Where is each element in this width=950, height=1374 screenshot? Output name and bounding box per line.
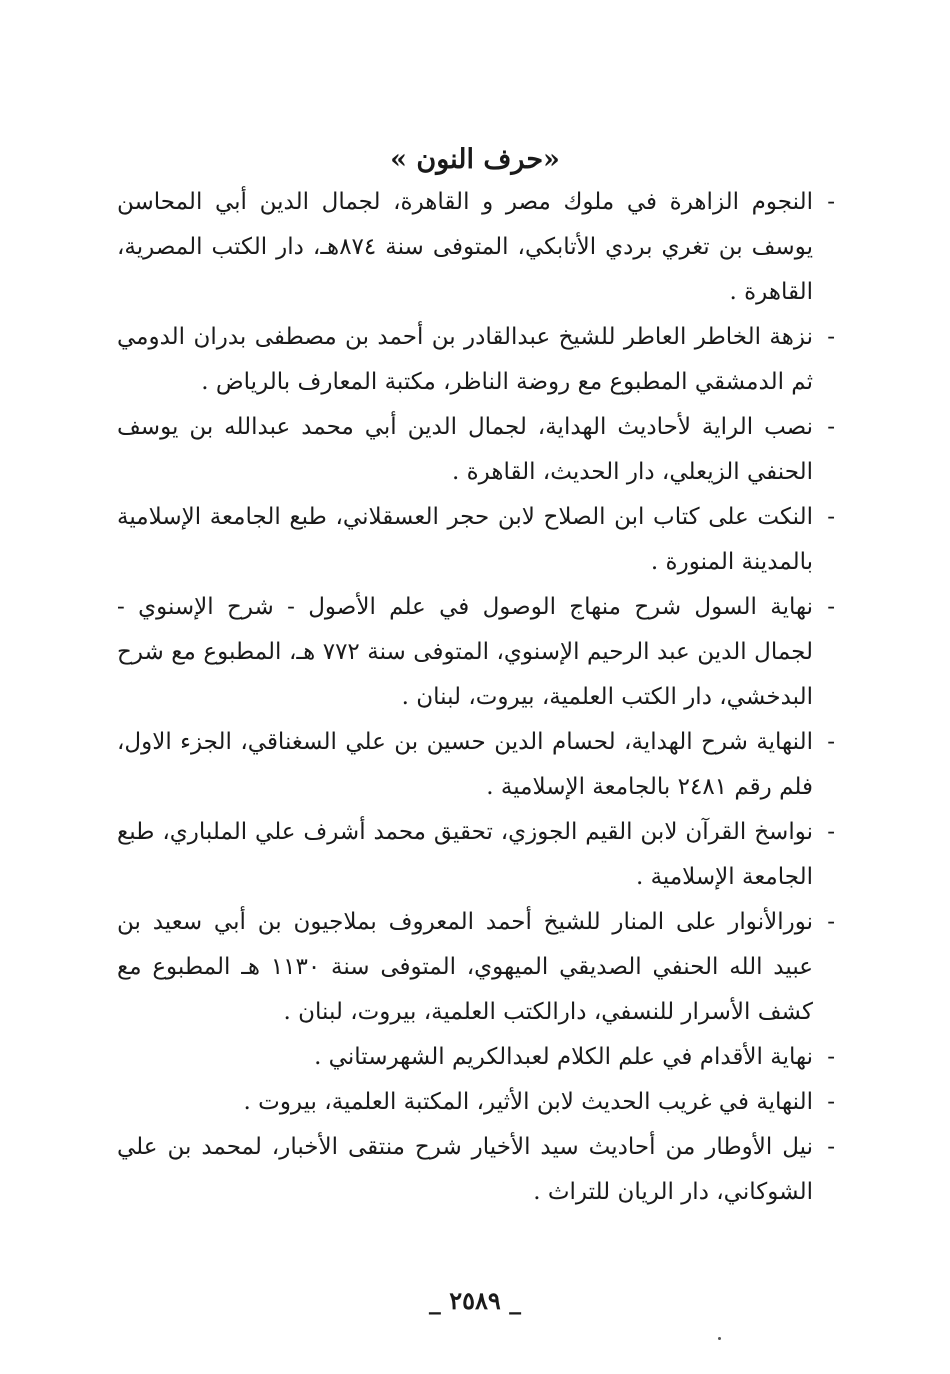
entry-bullet: -: [827, 909, 835, 935]
bibliography-entry: [117, 1035, 835, 1080]
entry-bullet: -: [827, 1089, 835, 1115]
entry-bullet: -: [827, 1134, 835, 1160]
bibliography-entry: [117, 1080, 835, 1125]
bibliography-entry: [117, 720, 835, 810]
bibliography-entry: [117, 585, 835, 720]
bibliography-list: [117, 180, 835, 1215]
entry-bullet: -: [827, 729, 835, 755]
entry-text: النهاية في غريب الحديث لابن الأثير، المكتبة العلمية، بيروت .: [243, 1089, 813, 1115]
entry-bullet: -: [827, 594, 835, 620]
section-heading: «حرف النون »: [390, 144, 560, 175]
scan-speck: [718, 1337, 721, 1340]
page-number: _ ٢٥٨٩ _: [428, 1286, 522, 1315]
bibliography-entry: [117, 1125, 835, 1215]
entry-text: النهاية شرح الهداية، لحسام الدين حسين بن علي السغناقي، الجزء الاول، فلم رقم ٢٤٨١ بالجامعة الإسلامية .: [117, 729, 813, 800]
entry-bullet: -: [827, 1044, 835, 1070]
entry-text: النجوم الزاهرة في ملوك مصر و القاهرة، لجمال الدين أبي المحاسن يوسف بن تغري بردي الأتابكي، المتوفى سنة ٨٧٤هـ، دار الكتب المصرية، القاهرة .: [117, 189, 813, 305]
bibliography-entry: [117, 405, 835, 495]
entry-bullet: -: [827, 504, 835, 530]
entry-text: نواسخ القرآن لابن القيم الجوزي، تحقيق محمد أشرف علي الملباري، طبع الجامعة الإسلامية .: [117, 819, 813, 890]
entry-text: نيل الأوطار من أحاديث سيد الأخيار شرح منتقى الأخبار، لمحمد بن علي الشوكاني، دار الريان للتراث .: [117, 1134, 813, 1205]
entry-bullet: -: [827, 189, 835, 215]
entry-text: النكت على كتاب ابن الصلاح لابن حجر العسقلاني، طبع الجامعة الإسلامية بالمدينة المنورة .: [117, 504, 813, 575]
bibliography-entry: [117, 810, 835, 900]
entry-bullet: -: [827, 414, 835, 440]
entry-bullet: -: [827, 324, 835, 350]
entry-text: نصب الراية لأحاديث الهداية، لجمال الدين أبي محمد عبدالله بن يوسف الحنفي الزيعلي، دار الحديث، القاهرة .: [117, 414, 813, 485]
entry-text: نورالأنوار على المنار للشيخ أحمد المعروف بملاجيون بن أبي سعيد بن عبيد الله الحنفي الصديقي الميهوي، المتوفى سنة ١١٣٠ هـ المطبوع مع كشف الأسرار للنسفي، دارالكتب العلمية، بيروت، لبنان .: [117, 909, 813, 1025]
entry-text: نزهة الخاطر العاطر للشيخ عبدالقادر بن أحمد بن مصطفى بدران الدومي ثم الدمشقي المطبوع مع روضة الناظر، مكتبة المعارف بالرياض .: [117, 324, 813, 395]
bibliography-entry: [117, 180, 835, 315]
bibliography-entry: [117, 315, 835, 405]
entry-text: نهاية السول شرح منهاج الوصول في علم الأصول - شرح الإسنوي - لجمال الدين عبد الرحيم الإسنوي، المتوفى سنة ٧٧٢ هـ، المطبوع مع شرح البدخشي، دار الكتب العلمية، بيروت، لبنان .: [117, 594, 813, 710]
entry-bullet: -: [827, 819, 835, 845]
entry-text: نهاية الأقدام في علم الكلام لعبدالكريم الشهرستاني .: [314, 1044, 813, 1070]
bibliography-entry: [117, 900, 835, 1035]
bibliography-entry: [117, 495, 835, 585]
